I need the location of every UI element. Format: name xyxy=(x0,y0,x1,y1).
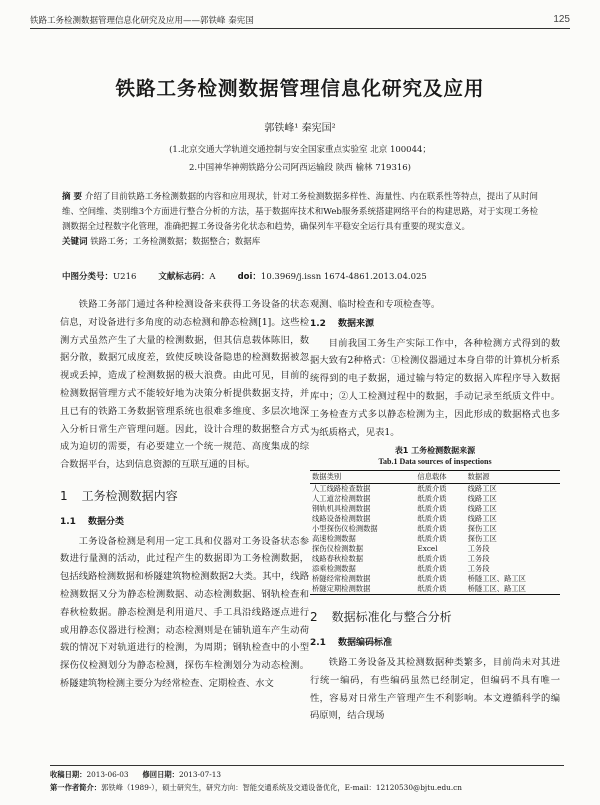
running-header xyxy=(30,14,570,29)
table-header-row xyxy=(310,471,560,484)
abstract xyxy=(62,190,538,250)
table-cell: 桥隧工区、路工区 xyxy=(466,584,560,595)
table-cell: 人工道岔检测数据 xyxy=(312,494,371,504)
paper-title: 铁路工务检测数据管理信息化研究及应用 xyxy=(115,77,485,100)
table-cell: 小型探伤仪检测数据 xyxy=(312,524,378,534)
clc-code: U216 xyxy=(113,272,137,282)
received-date: 2013-06-03 xyxy=(86,770,129,779)
clc-label: 中图分类号： xyxy=(62,272,114,282)
section-1-2-paragraph: 目前我国工务生产实际工作中，各种检测方式得到的数据大致有2种格式：①检测仪器通过本身自带的计算机分析系统得到的电子数据，通过输与特定的数据入库程序导入数据库中；②人工检测过程中的数据，手动记录至纸质文件中。工务检查方式多以静态检测为主，因此形成的数据格式也多为纸质格式，见表1。 xyxy=(310,337,560,438)
table-row xyxy=(310,584,560,595)
table-header-cell: 数据类别 xyxy=(310,471,415,484)
left-column xyxy=(60,296,309,693)
table-cell: 线路工区 xyxy=(467,494,497,504)
affiliation-2: 2.中国神华神朔铁路分公司阿西运输段 陕西 榆林 719316) xyxy=(189,163,411,173)
table-row xyxy=(310,544,560,554)
table-cell: 工务段 xyxy=(467,554,490,564)
table-cell: 线路工区 xyxy=(467,504,497,514)
page-number: 125 xyxy=(553,14,570,25)
table-cell: 工务段 xyxy=(467,564,490,574)
section-1-heading: 1 工务检测数据内容 xyxy=(60,488,178,503)
table-cell: 桥隧经常检测数据 xyxy=(312,574,371,584)
running-header-title: 铁路工务检测数据管理信息化研究及应用——郭铁峰 秦宪国 xyxy=(30,16,254,26)
table-cell: 添乘检测数据 xyxy=(312,564,356,574)
table-cell: 线路设备检测数据 xyxy=(312,514,371,524)
section-1-2-heading: 1.2 数据来源 xyxy=(310,318,374,329)
table-cell: 线路春秋检数据 xyxy=(312,554,364,564)
table-row xyxy=(310,574,560,584)
table-1-caption-en: Tab.1 Data sources of inspections xyxy=(378,457,492,467)
table-cell: 纸质介质 xyxy=(417,494,447,504)
table-cell: 探伤工区 xyxy=(467,524,497,534)
table-cell: 桥隧定期检测数据 xyxy=(310,584,415,595)
table-row xyxy=(310,494,560,504)
section-1-1-heading: 1.1 数据分类 xyxy=(60,516,124,527)
table-1-caption-cn: 表1 工务检测数据来源 xyxy=(394,446,476,456)
table-header-cell: 数据源 xyxy=(466,471,560,484)
dates-line: 收稿日期：2013-06-03 修回日期：2013-07-13 xyxy=(50,770,222,779)
table-cell: 纸质介质 xyxy=(417,574,447,584)
table-cell: 钢轨机具检测数据 xyxy=(312,504,371,514)
keywords-label: 关键词 xyxy=(62,237,88,247)
doi-label: doi： xyxy=(237,272,261,282)
section-1-1-continued: 观测、临时检查和专项检查等。 xyxy=(310,299,441,310)
table-cell: 纸质介质 xyxy=(417,514,447,524)
table-row xyxy=(310,554,560,564)
footnotes xyxy=(50,765,564,794)
table-cell: 人工线路检查数据 xyxy=(312,484,371,494)
table-row xyxy=(310,524,560,534)
section-2-heading: 2 数据标准化与整合分析 xyxy=(310,610,452,625)
table-cell: 纸质介质 xyxy=(417,554,447,564)
table-cell: 线路工区 xyxy=(467,514,497,524)
section-2-1-paragraph: 铁路工务设备及其检测数据种类繁多，目前尚未对其进行统一编码，有些编码虽然已经制定，但编码不具有唯一性，容易对日常生产管理产生不利影响。本文遵循科学的编码原则，结合现场 xyxy=(310,656,560,722)
table-row xyxy=(310,534,560,544)
table-row xyxy=(310,484,560,495)
intro-paragraph: 铁路工务部门通过各种检测设备来获得工务设备的状态信息，对设备进行多角度的动态检测和静态检测[1]。这些检测方式虽然产生了大量的检测数据，但其信息载体陈旧，数据分散，数据冗成度差，致使反映设备隐患的检测数据被忽视或丢掉，造成了检测数据的极大浪费。由此可见，目前的检测数据管理方式不能较好地为决策分析提供数据支持，并且已有的铁路工务数据管理系统也很难多维度、多层次地深入分析日常生产管理问题。因此，设计合理的数据整合方式成为迫切的需要，有必要建立一个统一规范、高度集成的综合数据平台，达到信息资源的互联互通的目标。 xyxy=(60,299,309,471)
revised-date: 2013-07-13 xyxy=(178,770,222,779)
right-column xyxy=(310,296,560,725)
table-cell: 纸质介质 xyxy=(417,484,447,494)
table-cell: Excel xyxy=(417,544,438,554)
section-2-1-heading: 2.1 数据编码标准 xyxy=(310,638,392,649)
table-cell: 纸质介质 xyxy=(417,564,447,574)
doc-code: A xyxy=(209,272,216,282)
table-cell: 纸质介质 xyxy=(417,524,447,534)
doi: 10.3969/j.issn 1674-4861.2013.04.025 xyxy=(260,272,427,282)
classification-line xyxy=(62,270,538,282)
authors: 郭铁峰¹ 秦宪国² xyxy=(264,123,336,134)
table-cell: 桥隧工区、路工区 xyxy=(467,574,526,584)
keywords: 铁路工务；工务检测数据；数据整合；数据库 xyxy=(90,237,261,247)
table-row xyxy=(310,504,560,514)
table-cell: 纸质介质 xyxy=(415,584,465,595)
table-cell: 探伤仪检测数据 xyxy=(312,544,364,554)
table-cell: 纸质介质 xyxy=(417,534,447,544)
table-1 xyxy=(310,470,560,595)
table-row xyxy=(310,514,560,524)
table-cell: 高速检测数据 xyxy=(312,534,356,544)
abstract-label: 摘 要 xyxy=(62,192,83,202)
table-cell: 工务段 xyxy=(467,544,490,554)
table-cell: 探伤工区 xyxy=(467,534,497,544)
section-1-1-paragraph: 工务设备检测是利用一定工具和仪器对工务设备状态参数进行量测的活动，此过程产生的数据即为工务检测数据，包括线路检测数据和桥隧建筑物检测数据2大类。其中，线路检测数据又分为静态检测数据、动态检测数据、钢轨检查和春秋检数据。静态检测是利用道尺、手工具沿线路逐点进行或用静态仪器进行检测；动态检测则是在铺轨道车产生动荷载的情况下对轨道进行的检测，为周期；钢轨检查中的小型探伤仪检测划分为静态检测，探伤车检测划分为动态检测。桥隧建筑物检测主要分为经常检查、定期检查、水文 xyxy=(60,535,309,689)
affiliation-1: (1.北京交通大学轨道交通控制与安全国家重点实验室 北京 100044； xyxy=(169,145,431,155)
author-bio: 第一作者简介：郭铁峰（1989-），硕士研究生，研究方向：智能交通系统及交通设备优化，E-mail：12120530@bjtu.edu.cn xyxy=(50,783,462,792)
table-cell: 线路工区 xyxy=(467,484,497,494)
table-row xyxy=(310,564,560,574)
table-cell: 纸质介质 xyxy=(417,504,447,514)
abstract-text: 介绍了目前铁路工务检测数据的内容和应用现状，针对工务检测数据多样性、海量性、内在联系性等特点，提出了从时间维、空间维、类别维3个方面进行整合分析的方法，基于数据库技术和Web服务系统搭建网络平台的构建思路，对于实现工务检测数据全过程数字化管理，准确把握工务设备劣化状态和趋势，确保列车平稳安全运行具有重要的现实意义。 xyxy=(62,192,539,232)
doc-code-label: 文献标志码： xyxy=(158,272,210,282)
table-header-cell: 信息载体 xyxy=(415,471,465,484)
